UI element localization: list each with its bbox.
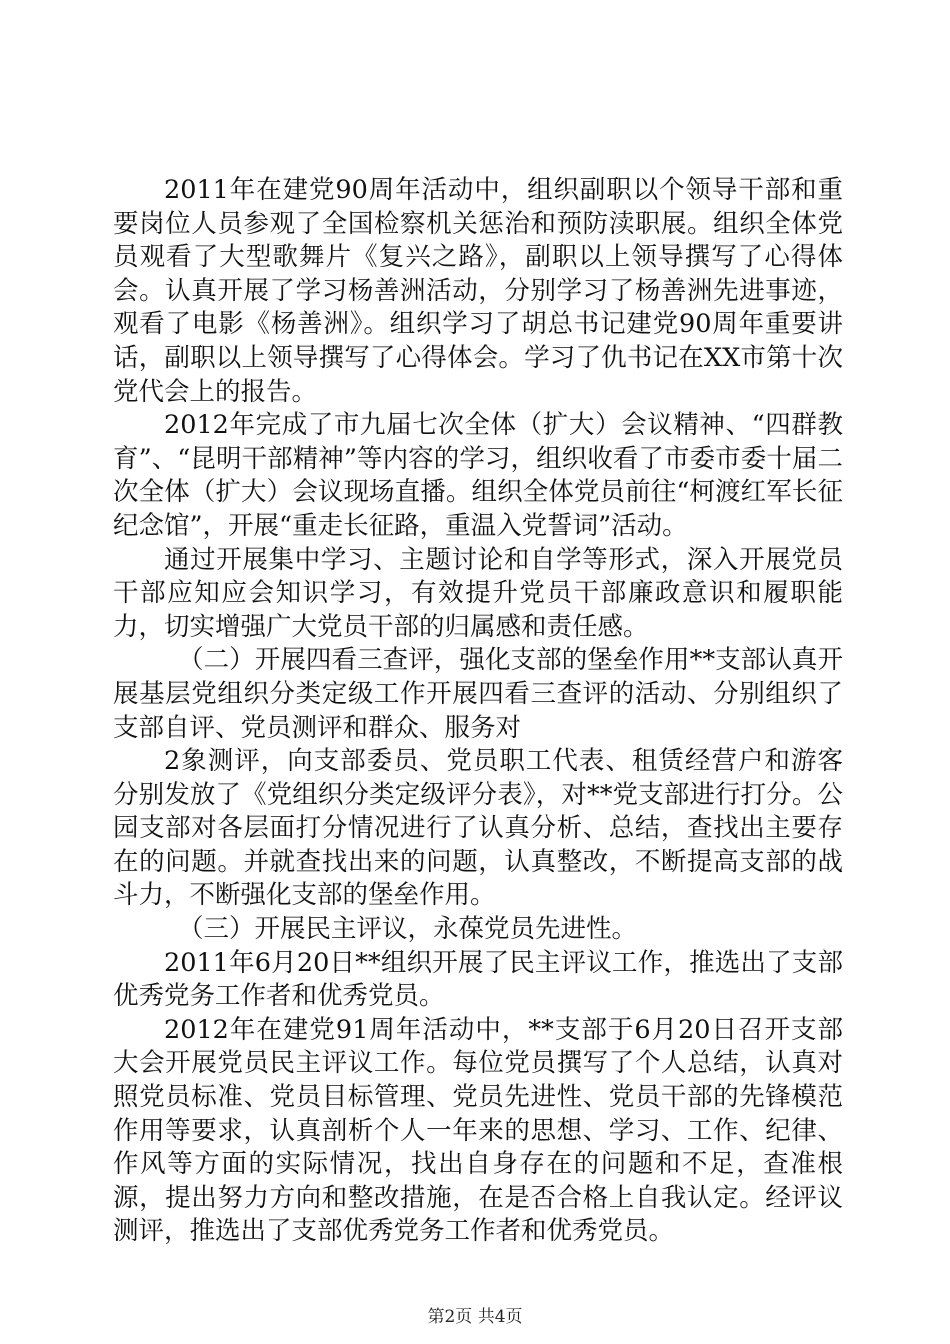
paragraph-8: 2012年在建党91周年活动中，**支部于6月20日召开支部大会开展党员民主评议工作。每位党员撰写了个人总结，认真对照党员标准、党员目标管理、党员先进性、党员干部的先锋模范作用等要求，认真剖析个人一年来的思想、学习、工作、纪律、作风等方面的实际情况，找出自身存在的问题和不足，查准根源，提出努力方向和整改措施，在是否合格上自我认定。经评议测评，推选出了支部优秀党务工作者和优秀党员。 xyxy=(113,1014,843,1247)
paragraph-7: 2011年6月20日**组织开展了民主评议工作，推选出了支部优秀党务工作者和优秀党员。 xyxy=(113,947,843,1012)
paragraph-6: （三）开展民主评议，永葆党员先进性。 xyxy=(178,914,638,945)
document-body xyxy=(113,174,843,1249)
page-footer: 第2页 共4页 xyxy=(427,1307,523,1327)
paragraph-2: 2012年完成了市九届七次全体（扩大）会议精神、“四群教育”、“昆明干部精神”等内容的学习，组织收看了市委市委十届二次全体（扩大）会议现场直播。组织全体党员前往“柯渡红军长征纪念馆”，开展“重走长征路，重温入党誓词”活动。 xyxy=(113,410,843,541)
paragraph-3: 通过开展集中学习、主题讨论和自学等形式，深入开展党员干部应知应会知识学习，有效提升党员干部廉政意识和履职能力，切实增强广大党员干部的归属感和责任感。 xyxy=(113,544,843,642)
paragraph-1: 2011年在建党90周年活动中，组织副职以个领导干部和重要岗位人员参观了全国检察机关惩治和预防渎职展。组织全体党员观看了大型歌舞片《复兴之路》，副职以上领导撰写了心得体会。认真开展了学习杨善洲活动，分别学习了杨善洲先进事迹，观看了电影《杨善洲》。组织学习了胡总书记建党90周年重要讲话，副职以上领导撰写了心得体会。学习了仇书记在XX市第十次党代会上的报告。 xyxy=(113,175,843,407)
paragraph-4: （二）开展四看三查评，强化支部的堡垒作用**支部认真开展基层党组织分类定级工作开展四看三查评的活动、分别组织了支部自评、党员测评和群众、服务对 xyxy=(113,645,843,743)
paragraph-5: 2象测评，向支部委员、党员职工代表、租赁经营户和游客分别发放了《党组织分类定级评分表》，对**党支部进行打分。公园支部对各层面打分情况进行了认真分析、总结，查找出主要存在的问题。并就查找出来的问题，认真整改，不断提高支部的战斗力，不断强化支部的堡垒作用。 xyxy=(113,746,843,911)
